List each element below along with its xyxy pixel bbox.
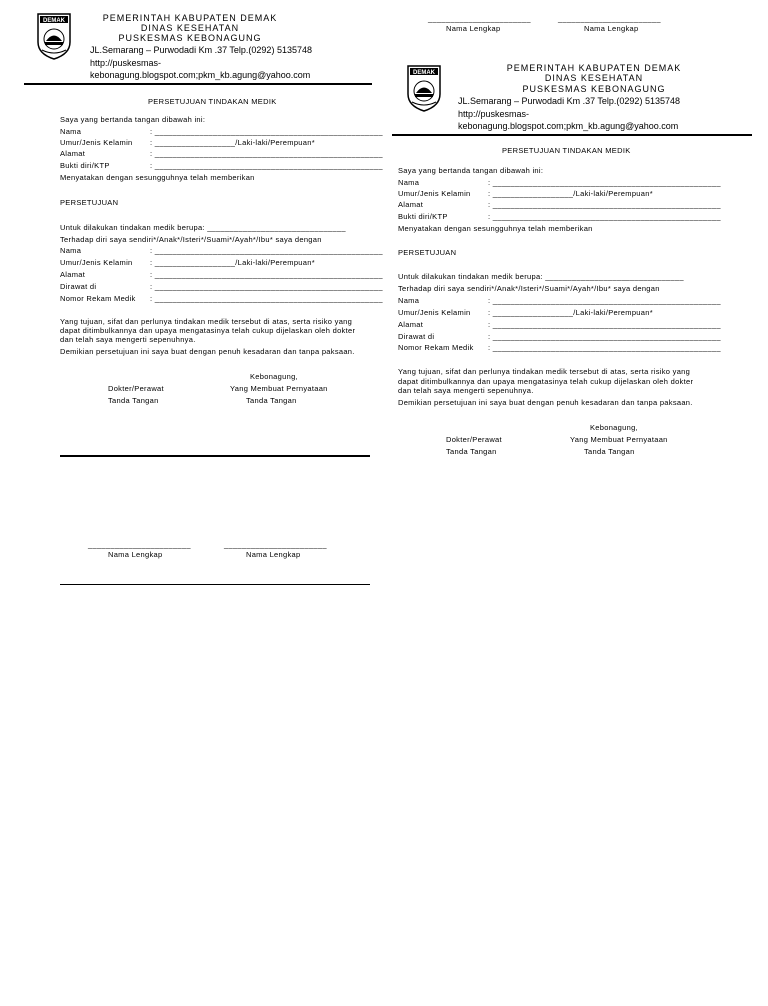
field-label: Nomor Rekam Medik xyxy=(60,294,136,303)
header-web-1: http://puskesmas- xyxy=(90,58,162,68)
place-date: Kebonagung, xyxy=(590,423,638,432)
field-rekam-medik xyxy=(398,343,721,352)
field-label: Nama xyxy=(60,127,82,136)
name-line-left: _______________________ xyxy=(88,540,191,549)
field-label: Nama xyxy=(60,246,82,255)
field-label: Bukti diri/KTP xyxy=(398,212,448,221)
header-rule xyxy=(24,83,372,85)
header-line2: DINAS KESEHATAN xyxy=(544,73,644,83)
sig-right-role: Yang Membuat Pernyataan xyxy=(230,384,328,393)
name-label-right: Nama Lengkap xyxy=(584,24,639,33)
for-action: Untuk dilakukan tindakan medik berupa: _______________________________ xyxy=(60,223,346,232)
header-web-2: kebonagung.blogspot.com;pkm_kb.agung@yahoo.com xyxy=(90,70,311,80)
name-line-right: _______________________ xyxy=(224,540,327,549)
field-label: Umur/Jenis Kelamin xyxy=(398,308,471,317)
against: Terhadap diri saya sendiri*/Anak*/Isteri*/Suami*/Ayah*/Ibu* saya dengan xyxy=(60,235,322,244)
field-umur-2 xyxy=(398,308,653,317)
field-alamat-2 xyxy=(60,270,383,279)
form-intro: Saya yang bertanda tangan dibawah ini: xyxy=(60,115,206,124)
header-line1: PEMERINTAH KABUPATEN DEMAK xyxy=(506,63,682,73)
field-umur-2 xyxy=(60,258,315,267)
field-blank: : ___________________________________________________ xyxy=(150,127,383,136)
name-line-right: _______________________ xyxy=(558,14,661,23)
demak-logo xyxy=(36,12,72,60)
cut-line-top xyxy=(60,455,370,457)
field-blank: : ___________________________________________________ xyxy=(150,246,383,255)
field-label: Umur/Jenis Kelamin xyxy=(60,258,133,267)
sig-left-sign: Tanda Tangan xyxy=(446,447,497,456)
field-umur xyxy=(60,138,315,147)
svg-text:DEMAK: DEMAK xyxy=(413,70,435,76)
sig-right-sign: Tanda Tangan xyxy=(584,447,635,456)
field-alamat xyxy=(60,149,383,158)
field-label: Umur/Jenis Kelamin xyxy=(60,138,133,147)
field-label: Alamat xyxy=(60,270,86,279)
field-label: Nama xyxy=(398,178,420,187)
field-label: Alamat xyxy=(398,320,424,329)
field-blank: : ___________________________________________________ xyxy=(488,343,721,352)
para-3: dan telah saya mengerti sepenuhnya. xyxy=(398,386,534,395)
field-blank: : ___________________________________________________ xyxy=(150,149,383,158)
header-rule xyxy=(392,134,752,136)
place-date: Kebonagung, xyxy=(250,372,298,381)
para-2: dapat ditimbulkannya dan upaya mengatasinya telah cukup dijelaskan oleh dokter xyxy=(60,326,356,335)
header-line3: PUSKESMAS KEBONAGUNG xyxy=(522,84,666,94)
field-alamat xyxy=(398,200,721,209)
field-blank: : ___________________________________________________ xyxy=(488,178,721,187)
field-label: Dirawat di xyxy=(60,282,97,291)
name-label-left: Nama Lengkap xyxy=(446,24,501,33)
sig-left-role: Dokter/Perawat xyxy=(446,435,502,444)
name-label-left: Nama Lengkap xyxy=(108,550,163,559)
form-declare: Menyatakan dengan sesungguhnya telah memberikan xyxy=(398,224,593,233)
field-blank: : ___________________________________________________ xyxy=(150,161,383,170)
field-dirawat xyxy=(398,332,721,341)
field-alamat-2 xyxy=(398,320,721,329)
field-blank: : ___________________________________________________ xyxy=(488,212,721,221)
field-blank: : ___________________________________________________ xyxy=(488,332,721,341)
form-title: PERSETUJUAN TINDAKAN MEDIK xyxy=(148,97,277,106)
field-label: Alamat xyxy=(60,149,86,158)
field-blank: : __________________/Laki-laki/Perempuan* xyxy=(488,308,653,317)
para-2: dapat ditimbulkannya dan upaya mengatasinya telah cukup dijelaskan oleh dokter xyxy=(398,377,694,386)
sig-left-role: Dokter/Perawat xyxy=(108,384,164,393)
form-intro: Saya yang bertanda tangan dibawah ini: xyxy=(398,166,544,175)
field-label: Bukti diri/KTP xyxy=(60,161,110,170)
field-nama xyxy=(398,178,721,187)
field-label: Nama xyxy=(398,296,420,305)
field-label: Alamat xyxy=(398,200,424,209)
header-line3: PUSKESMAS KEBONAGUNG xyxy=(118,33,262,43)
field-blank: : ___________________________________________________ xyxy=(150,270,383,279)
para-4: Demikian persetujuan ini saya buat dengan penuh kesadaran dan tanpa paksaan. xyxy=(398,398,693,407)
section-title: PERSETUJUAN xyxy=(60,198,119,207)
consent-form-right xyxy=(384,0,768,1006)
sig-left-sign: Tanda Tangan xyxy=(108,396,159,405)
for-action: Untuk dilakukan tindakan medik berupa: _______________________________ xyxy=(398,272,684,281)
field-blank: : ___________________________________________________ xyxy=(150,294,383,303)
sig-right-sign: Tanda Tangan xyxy=(246,396,297,405)
name-line-left: _______________________ xyxy=(428,14,531,23)
para-3: dan telah saya mengerti sepenuhnya. xyxy=(60,335,196,344)
field-umur xyxy=(398,189,653,198)
field-dirawat xyxy=(60,282,383,291)
field-blank: : __________________/Laki-laki/Perempuan* xyxy=(150,138,315,147)
cut-line-bottom xyxy=(60,584,370,585)
field-nama-2 xyxy=(398,296,721,305)
para-1: Yang tujuan, sifat dan perlunya tindakan medik tersebut di atas, serta risiko yang xyxy=(60,317,353,326)
demak-logo xyxy=(406,64,442,112)
para-1: Yang tujuan, sifat dan perlunya tindakan medik tersebut di atas, serta risiko yang xyxy=(398,367,691,376)
field-label: Umur/Jenis Kelamin xyxy=(398,189,471,198)
field-blank: : ___________________________________________________ xyxy=(488,296,721,305)
field-label: Nomor Rekam Medik xyxy=(398,343,474,352)
name-label-right: Nama Lengkap xyxy=(246,550,301,559)
header-line1: PEMERINTAH KABUPATEN DEMAK xyxy=(102,13,278,23)
header-web-2: kebonagung.blogspot.com;pkm_kb.agung@yahoo.com xyxy=(458,121,679,131)
sig-right-role: Yang Membuat Pernyataan xyxy=(570,435,668,444)
form-title: PERSETUJUAN TINDAKAN MEDIK xyxy=(502,146,631,155)
header-address: JL.Semarang – Purwodadi Km .37 Telp.(0292) 5135748 xyxy=(90,45,312,55)
field-nama xyxy=(60,127,383,136)
field-blank: : __________________/Laki-laki/Perempuan* xyxy=(488,189,653,198)
header-line2: DINAS KESEHATAN xyxy=(140,23,240,33)
header-address: JL.Semarang – Purwodadi Km .37 Telp.(0292) 5135748 xyxy=(458,96,680,106)
field-nama-2 xyxy=(60,246,383,255)
field-blank: : ___________________________________________________ xyxy=(488,320,721,329)
field-rekam-medik xyxy=(60,294,383,303)
field-ktp xyxy=(60,161,383,170)
section-title: PERSETUJUAN xyxy=(398,248,457,257)
form-declare: Menyatakan dengan sesungguhnya telah memberikan xyxy=(60,173,255,182)
field-blank: : ___________________________________________________ xyxy=(488,200,721,209)
against: Terhadap diri saya sendiri*/Anak*/Isteri*/Suami*/Ayah*/Ibu* saya dengan xyxy=(398,284,660,293)
field-blank: : ___________________________________________________ xyxy=(150,282,383,291)
svg-text:DEMAK: DEMAK xyxy=(43,18,65,24)
field-ktp xyxy=(398,212,721,221)
field-label: Dirawat di xyxy=(398,332,435,341)
header-web-1: http://puskesmas- xyxy=(458,109,530,119)
field-blank: : __________________/Laki-laki/Perempuan* xyxy=(150,258,315,267)
para-4: Demikian persetujuan ini saya buat dengan penuh kesadaran dan tanpa paksaan. xyxy=(60,347,355,356)
